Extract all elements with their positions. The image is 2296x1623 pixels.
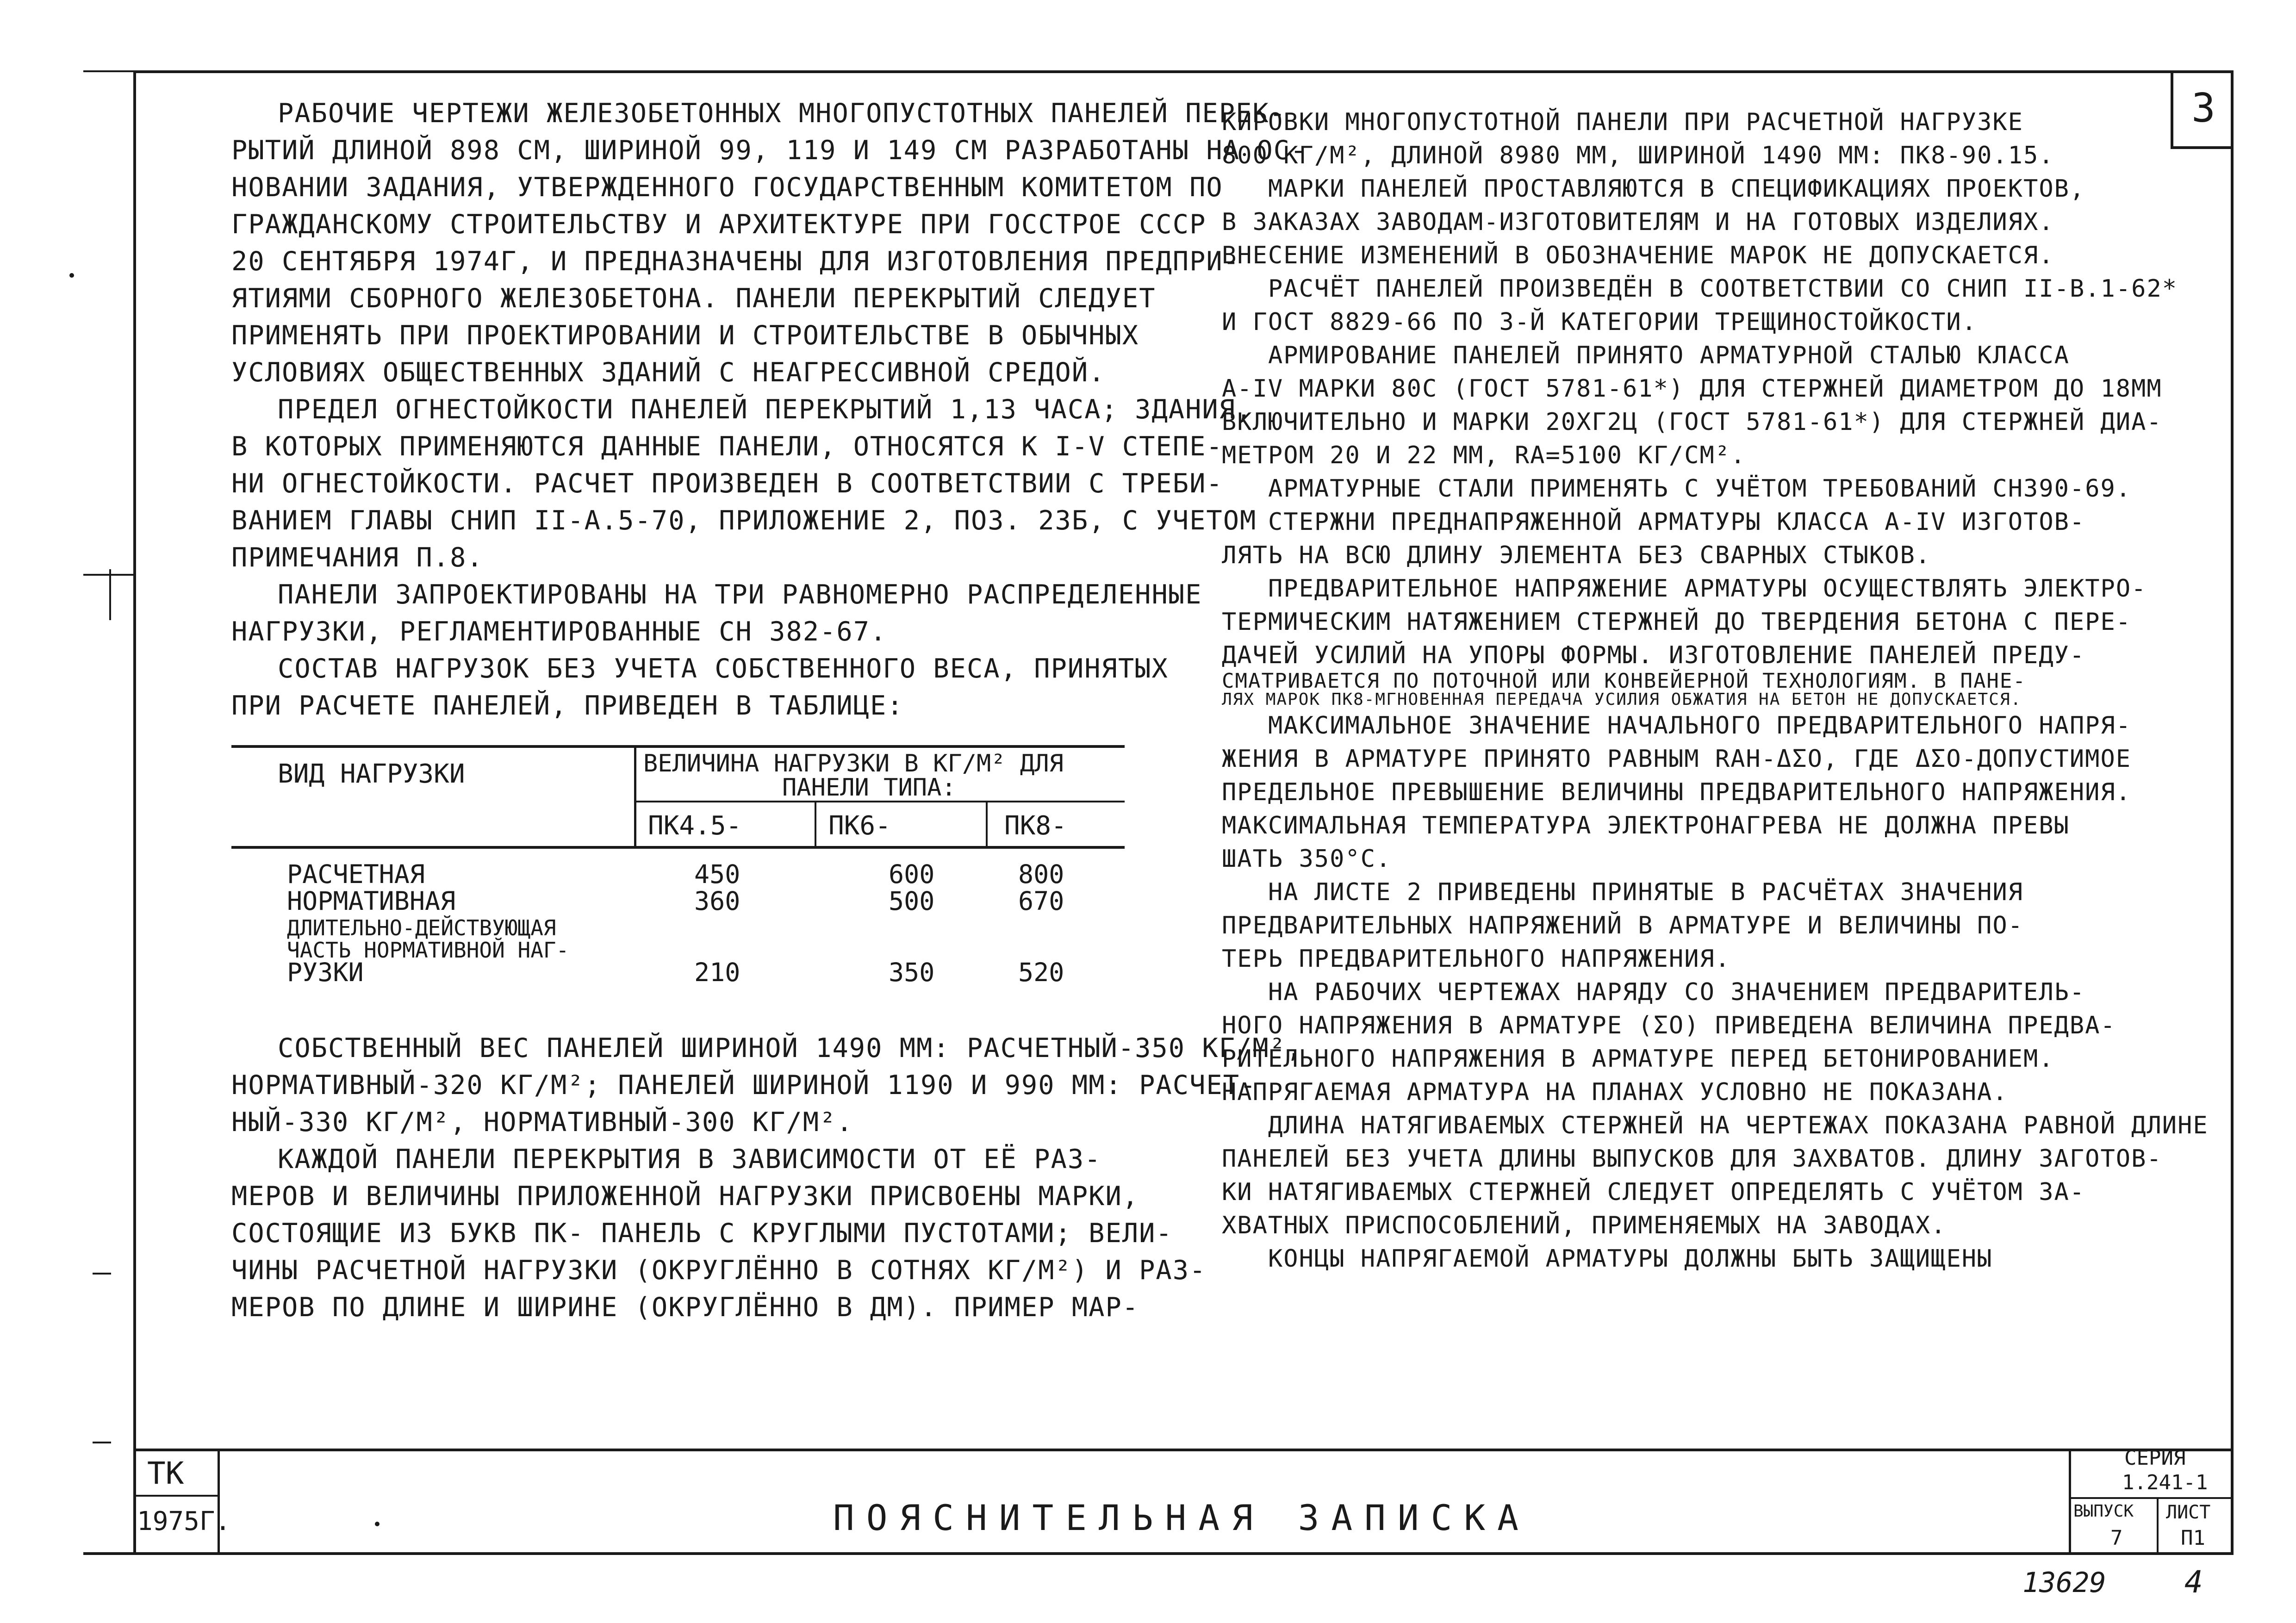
table-sub-divider: [815, 801, 816, 847]
table-row: [287, 914, 1129, 940]
text-line: СМАТРИВАЕТСЯ ПО ПОТОЧНОЙ ИЛИ КОНВЕЙЕРНОЙ ТЕХНОЛОГИЯМ. В ПАНЕ-: [1222, 669, 2026, 693]
row-name: РАСЧЕТНАЯ: [287, 859, 425, 889]
text-line: СТЕРЖНИ ПРЕДНАПРЯЖЕННОЙ АРМАТУРЫ КЛАССА А-IV ИЗГОТОВ-: [1268, 508, 2085, 536]
text-line: ПРИМЕЧАНИЯ П.8.: [231, 542, 484, 573]
margin-dash: [93, 1273, 111, 1275]
cell-value: 360: [694, 886, 740, 916]
cell-value: 670: [1018, 886, 1064, 916]
table-col-divider: [634, 745, 636, 847]
text-line: 800 КГ/М², ДЛИНОЙ 8980 ММ, ШИРИНОЙ 1490 ММ: ПК8-90.15.: [1222, 142, 2054, 169]
text-line: ВНЕСЕНИЕ ИЗМЕНЕНИЙ В ОБОЗНАЧЕНИЕ МАРОК НЕ ДОПУСКАЕТСЯ.: [1222, 242, 2054, 269]
text-line: ГРАЖДАНСКОМУ СТРОИТЕЛЬСТВУ И АРХИТЕКТУРЕ ПРИ ГОССТРОЕ СССР: [231, 209, 1207, 240]
text-line: НОРМАТИВНЫЙ-320 КГ/М²; ПАНЕЛЕЙ ШИРИНОЙ 1190 И 990 ММ: РАСЧЕТ-: [231, 1070, 1257, 1101]
row-name: РУЗКИ: [287, 958, 364, 987]
text-line: ПРЕДВАРИТЕЛЬНЫХ НАПРЯЖЕНИЙ В АРМАТУРЕ И ВЕЛИЧИНЫ ПО-: [1222, 912, 2023, 939]
top-margin-line: [83, 70, 139, 72]
table-row: [287, 888, 1129, 914]
cell-value: 520: [1018, 958, 1064, 987]
text-line: МЕРОВ ПО ДЛИНЕ И ШИРИНЕ (ОКРУГЛЁННО В ДМ). ПРИМЕР МАР-: [231, 1292, 1139, 1323]
text-line: НАПРЯГАЕМАЯ АРМАТУРА НА ПЛАНАХ УСЛОВНО НЕ ПОКАЗАНА.: [1222, 1078, 2008, 1106]
text-line: МЕТРОМ 20 И 22 ММ, RА=5100 КГ/СМ².: [1222, 442, 1746, 469]
text-line: ТЕРМИЧЕСКИМ НАТЯЖЕНИЕМ СТЕРЖНЕЙ ДО ТВЕРДЕНИЯ БЕТОНА С ПЕРЕ-: [1222, 608, 2132, 636]
text-line: ЯТИЯМИ СБОРНОГО ЖЕЛЕЗОБЕТОНА. ПАНЕЛИ ПЕРЕКРЫТИЙ СЛЕДУЕТ: [231, 283, 1156, 314]
left-column-text-continued: [231, 1030, 1303, 1326]
table-row: [287, 861, 1129, 888]
text-line: ПРИ РАСЧЕТЕ ПАНЕЛЕЙ, ПРИВЕДЕН В ТАБЛИЦЕ:: [231, 690, 904, 721]
text-line: ПАНЕЛИ ЗАПРОЕКТИРОВАНЫ НА ТРИ РАВНОМЕРНО РАСПРЕДЕЛЕННЫЕ: [278, 579, 1202, 610]
binding-line: [83, 574, 134, 576]
table-header-bottom-rule: [231, 846, 1125, 849]
load-table-body: [287, 861, 1129, 986]
title-block-left-mid-rule: [133, 1495, 219, 1497]
text-line: ПРЕДЕЛЬНОЕ ПРЕВЫШЕНИЕ ВЕЛИЧИНЫ ПРЕДВАРИТЕЛЬНОГО НАПРЯЖЕНИЯ.: [1222, 778, 2132, 806]
text-line: НА РАБОЧИХ ЧЕРТЕЖАХ НАРЯДУ СО ЗНАЧЕНИЕМ ПРЕДВАРИТЕЛЬ-: [1268, 978, 2085, 1006]
table-header-load-type: ВИД НАГРУЗКИ: [278, 759, 465, 789]
text-line: АРМИРОВАНИЕ ПАНЕЛЕЙ ПРИНЯТО АРМАТУРНОЙ СТАЛЬЮ КЛАССА: [1268, 342, 2070, 369]
title-block-sheet-divider: [2157, 1497, 2159, 1555]
table-header-panel-type: ПАНЕЛИ ТИПА:: [782, 774, 956, 802]
left-column-text: [231, 95, 1307, 724]
issue-value: 7: [2110, 1526, 2123, 1550]
text-line: РАСЧЁТ ПАНЕЛЕЙ ПРОИЗВЕДЁН В СООТВЕТСТВИИ СО СНИП II-В.1-62*: [1268, 275, 2178, 303]
table-subheader: ПК8-: [1004, 811, 1067, 841]
cell-value: 600: [889, 859, 935, 889]
table-subheader: ПК6-: [828, 811, 891, 841]
text-line: КАЖДОЙ ПАНЕЛИ ПЕРЕКРЫТИЯ В ЗАВИСИМОСТИ ОТ ЕЁ РАЗ-: [278, 1144, 1101, 1175]
series-value: 1.241-1: [2122, 1471, 2208, 1494]
cell-value: 450: [694, 859, 740, 889]
text-line: ДЛИНА НАТЯГИВАЕМЫХ СТЕРЖНЕЙ НА ЧЕРТЕЖАХ ПОКАЗАНА РАВНОЙ ДЛИНЕ: [1268, 1112, 2209, 1139]
text-line: ДАЧЕЙ УСИЛИЙ НА УПОРЫ ФОРМЫ. ИЗГОТОВЛЕНИЕ ПАНЕЛЕЙ ПРЕДУ-: [1222, 641, 2085, 669]
text-line: ШАТЬ 350°С.: [1222, 845, 1392, 873]
text-line: И ГОСТ 8829-66 ПО 3-Й КАТЕГОРИИ ТРЕЩИНОСТОЙКОСТИ.: [1222, 308, 1978, 336]
sheet-label: ЛИСТ: [2166, 1502, 2211, 1523]
issue-label: ВЫПУСК: [2073, 1502, 2134, 1521]
text-line: 20 СЕНТЯБРЯ 1974Г, И ПРЕДНАЗНАЧЕНЫ ДЛЯ ИЗГОТОВЛЕНИЯ ПРЕДПРИ-: [231, 246, 1240, 277]
year: 1975Г.: [137, 1506, 231, 1536]
text-line: МАРКИ ПАНЕЛЕЙ ПРОСТАВЛЯЮТСЯ В СПЕЦИФИКАЦИЯХ ПРОЕКТОВ,: [1268, 175, 2085, 203]
cell-value: 800: [1018, 859, 1064, 889]
text-line: СОБСТВЕННЫЙ ВЕС ПАНЕЛЕЙ ШИРИНОЙ 1490 ММ: РАСЧЕТНЫЙ-350 КГ/М²,: [278, 1033, 1303, 1063]
text-line: НИ ОГНЕСТОЙКОСТИ. РАСЧЕТ ПРОИЗВЕДЕН В СООТВЕТСТВИИ С ТРЕБИ-: [231, 468, 1223, 499]
text-line: НЫЙ-330 КГ/М², НОРМАТИВНЫЙ-300 КГ/М².: [231, 1107, 853, 1138]
text-line: РИТЕЛЬНОГО НАПРЯЖЕНИЯ В АРМАТУРЕ ПЕРЕД БЕТОНИРОВАНИЕМ.: [1222, 1045, 2054, 1073]
text-line: УСЛОВИЯХ ОБЩЕСТВЕННЫХ ЗДАНИЙ С НЕАГРЕССИВНОЙ СРЕДОЙ.: [231, 357, 1106, 388]
text-line: ЛЯХ МАРОК ПК8-МГНОВЕННАЯ ПЕРЕДАЧА УСИЛИЯ ОБЖАТИЯ НА БЕТОН НЕ ДОПУСКАЕТСЯ.: [1222, 690, 2022, 709]
title-block-right-divider: [2069, 1449, 2071, 1555]
text-line: АРМАТУРНЫЕ СТАЛИ ПРИМЕНЯТЬ С УЧЁТОМ ТРЕБОВАНИЙ СН390-69.: [1268, 475, 2132, 503]
text-line: СОСТАВ НАГРУЗОК БЕЗ УЧЕТА СОБСТВЕННОГО ВЕСА, ПРИНЯТЫХ: [278, 653, 1169, 684]
cell-value: 210: [694, 958, 740, 987]
row-name: НОРМАТИВНАЯ: [287, 886, 456, 916]
right-column-text: [1222, 106, 2209, 1275]
row-name: ДЛИТЕЛЬНО-ДЕЙСТВУЮЩАЯ: [287, 915, 556, 940]
organization-code: ТК: [147, 1455, 184, 1491]
table-sub-divider: [986, 801, 988, 847]
text-line: ПРЕДЕЛ ОГНЕСТОЙКОСТИ ПАНЕЛЕЙ ПЕРЕКРЫТИЙ 1,13 ЧАСА; ЗДАНИЯ,: [278, 394, 1253, 425]
text-line: КИРОВКИ МНОГОПУСТОТНОЙ ПАНЕЛИ ПРИ РАСЧЕТНОЙ НАГРУЗКЕ: [1222, 108, 2023, 136]
binding-tick: [109, 569, 111, 620]
margin-dash: [93, 1442, 111, 1443]
table-top-rule: [231, 745, 1125, 748]
title-block-bottom-rule: [83, 1552, 2234, 1555]
text-line: НАГРУЗКИ, РЕГЛАМЕНТИРОВАННЫЕ СН 382-67.: [231, 616, 887, 647]
text-line: ЧИНЫ РАСЧЕТНОЙ НАГРУЗКИ (ОКРУГЛЁННО В СОТНЯХ КГ/М²) И РАЗ-: [231, 1255, 1207, 1286]
cell-value: 350: [889, 958, 935, 987]
text-line: КОНЦЫ НАПРЯГАЕМОЙ АРМАТУРЫ ДОЛЖНЫ БЫТЬ ЗАЩИЩЕНЫ: [1268, 1245, 1993, 1273]
text-line: РАБОЧИЕ ЧЕРТЕЖИ ЖЕЛЕЗОБЕТОННЫХ МНОГОПУСТОТНЫХ ПАНЕЛЕЙ ПЕРЕК-: [278, 98, 1287, 129]
inventory-number: 13629: [2022, 1567, 2106, 1599]
series-label: СЕРИЯ: [2124, 1446, 2186, 1470]
text-line: В ЗАКАЗАХ ЗАВОДАМ-ИЗГОТОВИТЕЛЯМ И НА ГОТОВЫХ ИЗДЕЛИЯХ.: [1222, 208, 2054, 236]
page-number: 3: [2171, 70, 2234, 149]
title-block-right-mid-rule: [2069, 1497, 2234, 1499]
text-line: ВАНИЕМ ГЛАВЫ СНИП II-А.5-70, ПРИЛОЖЕНИЕ 2, ПОЗ. 23Б, С УЧЕТОМ: [231, 505, 1257, 536]
table-row: [287, 959, 1129, 986]
text-line: ПАНЕЛЕЙ БЕЗ УЧЕТА ДЛИНЫ ВЫПУСКОВ ДЛЯ ЗАХВАТОВ. ДЛИНУ ЗАГОТОВ-: [1222, 1145, 2162, 1173]
table-row: [287, 937, 1129, 963]
text-line: МЕРОВ И ВЕЛИЧИНЫ ПРИЛОЖЕННОЙ НАГРУЗКИ ПРИСВОЕНЫ МАРКИ,: [231, 1181, 1139, 1212]
handwritten-page-number: 4: [2184, 1564, 2203, 1600]
text-line: ХВАТНЫХ ПРИСПОСОБЛЕНИЙ, ПРИМЕНЯЕМЫХ НА ЗАВОДАХ.: [1222, 1212, 1947, 1239]
table-subheader: ПК4.5-: [648, 811, 742, 841]
text-line: НОГО НАПРЯЖЕНИЯ В АРМАТУРЕ (ΣО) ПРИВЕДЕНА ВЕЛИЧИНА ПРЕДВА-: [1222, 1012, 2116, 1039]
text-line: НА ЛИСТЕ 2 ПРИВЕДЕНЫ ПРИНЯТЫЕ В РАСЧЁТАХ ЗНАЧЕНИЯ: [1268, 878, 2024, 906]
text-line: ПРЕДВАРИТЕЛЬНОЕ НАПРЯЖЕНИЕ АРМАТУРЫ ОСУЩЕСТВЛЯТЬ ЭЛЕКТРО-: [1268, 575, 2147, 603]
text-line: КИ НАТЯГИВАЕМЫХ СТЕРЖНЕЙ СЛЕДУЕТ ОПРЕДЕЛЯТЬ С УЧЁТОМ ЗА-: [1222, 1178, 2085, 1206]
text-line: НОВАНИИ ЗАДАНИЯ, УТВЕРЖДЕННОГО ГОСУДАРСТВЕННЫМ КОМИТЕТОМ ПО: [231, 172, 1223, 203]
margin-dot: [69, 273, 74, 278]
dot-mark: [375, 1522, 380, 1526]
text-line: В КОТОРЫХ ПРИМЕНЯЮТСЯ ДАННЫЕ ПАНЕЛИ, ОТНОСЯТСЯ К I-V СТЕПЕ-: [231, 431, 1223, 462]
text-line: МАКСИМАЛЬНОЕ ЗНАЧЕНИЕ НАЧАЛЬНОГО ПРЕДВАРИТЕЛЬНОГО НАПРЯ-: [1268, 712, 2132, 740]
cell-value: 500: [889, 886, 935, 916]
row-name: ЧАСТЬ НОРМАТИВНОЙ НАГ-: [287, 938, 569, 963]
text-line: ЖЕНИЯ В АРМАТУРЕ ПРИНЯТО РАВНЫМ RАН-ΔΣО, ГДЕ ΔΣО-ДОПУСТИМОЕ: [1222, 745, 2132, 773]
text-line: ВКЛЮЧИТЕЛЬНО И МАРКИ 20ХГ2Ц (ГОСТ 5781-61*) ДЛЯ СТЕРЖНЕЙ ДИА-: [1222, 408, 2162, 436]
title-block-top-rule: [133, 1449, 2234, 1451]
text-line: А-IV МАРКИ 80С (ГОСТ 5781-61*) ДЛЯ СТЕРЖНЕЙ ДИАМЕТРОМ ДО 18ММ: [1222, 375, 2162, 403]
text-line: МАКСИМАЛЬНАЯ ТЕМПЕРАТУРА ЭЛЕКТРОНАГРЕВА НЕ ДОЛЖНА ПРЕВЫ: [1222, 812, 2070, 839]
title-block-left-divider: [218, 1449, 220, 1555]
table-header-magnitude: ВЕЛИЧИНА НАГРУЗКИ В КГ/М² ДЛЯ: [643, 750, 1064, 777]
text-line: ПРИМЕНЯТЬ ПРИ ПРОЕКТИРОВАНИИ И СТРОИТЕЛЬСТВЕ В ОБЫЧНЫХ: [231, 320, 1139, 351]
sheet-value: П1: [2181, 1526, 2205, 1550]
document-title: ПОЯСНИТЕЛЬНАЯ ЗАПИСКА: [833, 1497, 1531, 1538]
text-line: ЛЯТЬ НА ВСЮ ДЛИНУ ЭЛЕМЕНТА БЕЗ СВАРНЫХ СТЫКОВ.: [1222, 541, 1931, 569]
text-line: ТЕРЬ ПРЕДВАРИТЕЛЬНОГО НАПРЯЖЕНИЯ.: [1222, 945, 1731, 973]
text-line: РЫТИЙ ДЛИНОЙ 898 СМ, ШИРИНОЙ 99, 119 И 149 СМ РАЗРАБОТАНЫ НА ОС-: [231, 135, 1307, 166]
text-line: СОСТОЯЩИЕ ИЗ БУКВ ПК- ПАНЕЛЬ С КРУГЛЫМИ ПУСТОТАМИ; ВЕЛИ-: [231, 1218, 1173, 1249]
